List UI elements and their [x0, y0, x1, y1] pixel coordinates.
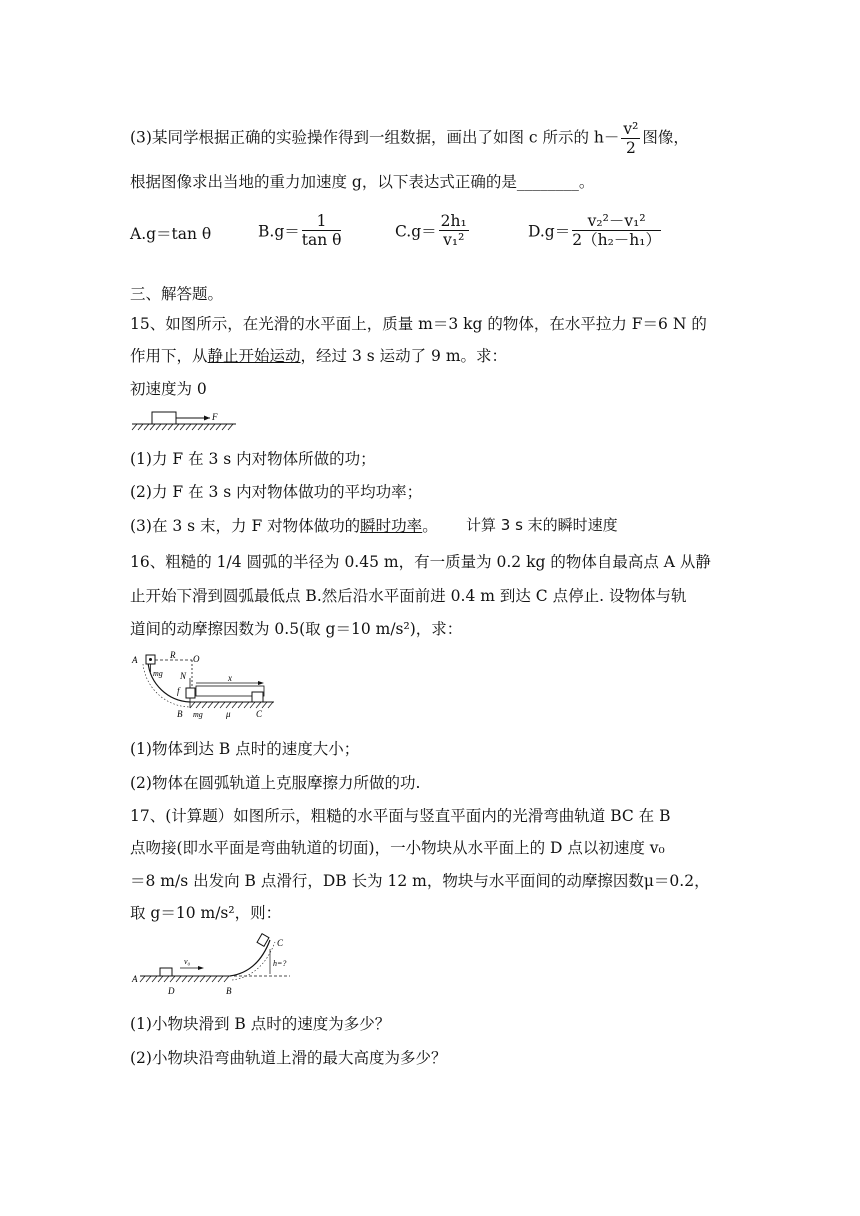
label-mg-a: mg	[153, 669, 163, 678]
option-c-num: 2h₁	[440, 212, 467, 230]
option-d-prefix: D.g＝	[528, 222, 571, 241]
block	[152, 412, 176, 424]
ground-hatch	[208, 702, 213, 708]
ground-hatch	[182, 976, 187, 982]
option-c-prefix: C.g＝	[395, 222, 437, 241]
block-d	[160, 968, 172, 976]
ground-hatch	[188, 976, 193, 982]
label-x: x	[228, 673, 232, 683]
q16-figure	[130, 650, 280, 722]
q16-line3: 道间的动摩擦因数为 0.5(取 g＝10 m/s²)，求：	[130, 620, 463, 638]
note-instant-velocity: 计算 3 s 末的瞬时速度	[466, 516, 618, 534]
ground-hatch	[140, 976, 145, 982]
section-title: 三、解答题。	[130, 285, 224, 303]
label-c: C	[256, 709, 263, 719]
ground-hatch	[202, 702, 207, 708]
ground-hatch	[168, 424, 173, 430]
q15-sub2: (2)力 F 在 3 s 内对物体做功的平均功率；	[130, 483, 423, 501]
ground-hatch	[192, 424, 197, 430]
label-a: A	[132, 655, 138, 665]
q16-sub2: (2)物体在圆弧轨道上克服摩擦力所做的功.	[130, 774, 421, 792]
ground-hatch	[250, 702, 255, 708]
ground-hatch	[206, 976, 211, 982]
ground-hatch	[232, 702, 237, 708]
ground-hatch	[238, 702, 243, 708]
label-h: h=?	[273, 959, 287, 968]
ground-hatch	[156, 424, 161, 430]
q17-sub1: (1)小物块滑到 B 点时的速度为多少？	[130, 1015, 391, 1033]
ground-hatch	[196, 702, 201, 708]
frac-num: v²	[623, 120, 639, 138]
option-b	[258, 212, 343, 249]
q17-figure	[130, 932, 300, 998]
ground-hatch	[222, 424, 227, 430]
q15-sub3	[130, 514, 438, 536]
ground-hatch	[180, 424, 185, 430]
ground-hatch	[152, 976, 157, 982]
ground-hatch	[218, 976, 223, 982]
q15-line2	[130, 344, 507, 366]
ground-hatch	[228, 424, 233, 430]
ground-hatch	[200, 976, 205, 982]
frac-den: 2	[625, 139, 636, 157]
q14-line1	[130, 120, 689, 157]
ground-hatch	[214, 702, 219, 708]
option-b-den: tan θ	[301, 231, 342, 249]
label-r: R	[170, 650, 176, 660]
q16-sub1: (1)物体到达 B 点时的速度大小；	[130, 740, 360, 758]
q15-line1: 15、如图所示，在光滑的水平面上，质量 m＝3 kg 的物体，在水平拉力 F＝6 N 的	[130, 315, 707, 333]
q14-line2: 根据图像求出当地的重力加速度 g，以下表达式正确的是________。	[130, 173, 595, 191]
label-d: D	[168, 986, 175, 996]
ground-hatch	[220, 702, 225, 708]
ground-hatch	[170, 976, 175, 982]
ground-hatch	[210, 424, 215, 430]
label-v0: v₀	[184, 957, 191, 966]
q17-line3: ＝8 m/s 出发向 B 点滑行，DB 长为 12 m，物块与水平面间的动摩擦因数μ＝0.2，	[130, 872, 710, 890]
q15-sub1: (1)力 F 在 3 s 内对物体所做的功；	[130, 450, 376, 468]
q15-line2-b: ，经过 3 s 运动了 9 m。求：	[300, 347, 508, 365]
q15-sub3-b: 。	[422, 517, 438, 535]
label-mu: μ	[226, 709, 231, 719]
option-a: A.g＝tan θ	[130, 225, 212, 243]
ground-hatch	[226, 702, 231, 708]
ground-hatch	[212, 976, 217, 982]
force-label: F	[212, 412, 218, 422]
q15-figure	[128, 408, 238, 434]
label-n: N	[180, 671, 187, 681]
note-initial-velocity: 初速度为 0	[130, 380, 207, 398]
ground-hatch	[198, 424, 203, 430]
q15-sub3-underlined: 瞬时功率	[360, 517, 423, 535]
q14-line1-text: (3)某同学根据正确的实验操作得到一组数据，画出了如图 c 所示的 h－	[130, 128, 620, 147]
option-b-prefix: B.g＝	[258, 222, 300, 241]
ground-hatch	[150, 424, 155, 430]
label-b17: B	[226, 986, 232, 996]
label-c17: C	[277, 938, 284, 948]
ground-hatch	[144, 424, 149, 430]
option-d-num: v₂²－v₁²	[572, 212, 661, 231]
ground-hatch	[158, 976, 163, 982]
label-mg-b: mg	[193, 710, 203, 719]
ground-hatch	[138, 424, 143, 430]
ground-hatch	[268, 702, 273, 708]
ground-hatch	[186, 424, 191, 430]
ground-hatch	[174, 424, 179, 430]
q16-line2: 止开始下滑到圆弧最低点 B.然后沿水平面前进 0.4 m 到达 C 点停止. 设物体与轨	[130, 587, 687, 605]
q17-line2: 点吻接(即水平面是弯曲轨道的切面)，一小物块从水平面上的 D 点以初速度 v₀	[130, 839, 665, 857]
block-c	[257, 934, 269, 947]
q17-line4: 取 g＝10 m/s²，则：	[130, 904, 282, 922]
ground-hatch	[204, 424, 209, 430]
option-d-den: 2（h₂－h₁）	[572, 231, 661, 249]
q17-sub2: (2)小物块沿弯曲轨道上滑的最大高度为多少？	[130, 1049, 447, 1067]
q17-line1: 17、(计算题）如图所示，粗糙的水平面与竖直平面内的光滑弯曲轨道 BC 在 B	[130, 807, 671, 825]
ground-hatch	[146, 976, 151, 982]
q15-sub3-a: (3)在 3 s 末，力 F 对物体做功的	[130, 517, 361, 535]
ground-hatch	[262, 702, 267, 708]
ground-hatch	[224, 976, 229, 982]
q15-line2-a: 作用下，从	[130, 347, 208, 365]
option-d	[528, 212, 663, 249]
label-o: O	[193, 654, 200, 664]
q16-line1: 16、粗糙的 1/4 圆弧的半径为 0.45 m，有一质量为 0.2 kg 的物体自最高点 A 从静	[130, 553, 711, 571]
ground-hatch	[176, 976, 181, 982]
ground-hatch	[132, 424, 137, 430]
q15-underlined-phrase: 静止开始运动	[207, 347, 301, 365]
ground-hatch	[162, 424, 167, 430]
label-a17: A	[132, 974, 138, 984]
v2-over-2-fraction	[621, 120, 640, 157]
ground-hatch	[244, 702, 249, 708]
q14-line1-tail: 图像，	[642, 128, 689, 147]
ground-hatch	[256, 702, 261, 708]
label-f: f	[177, 686, 180, 696]
option-c-den: v₁²	[443, 231, 465, 249]
option-c	[395, 212, 471, 249]
option-b-num: 1	[302, 212, 342, 231]
ground-hatch	[216, 424, 221, 430]
ground-hatch	[190, 702, 195, 708]
ground-hatch	[194, 976, 199, 982]
ground-hatch	[164, 976, 169, 982]
label-b: B	[177, 709, 183, 719]
